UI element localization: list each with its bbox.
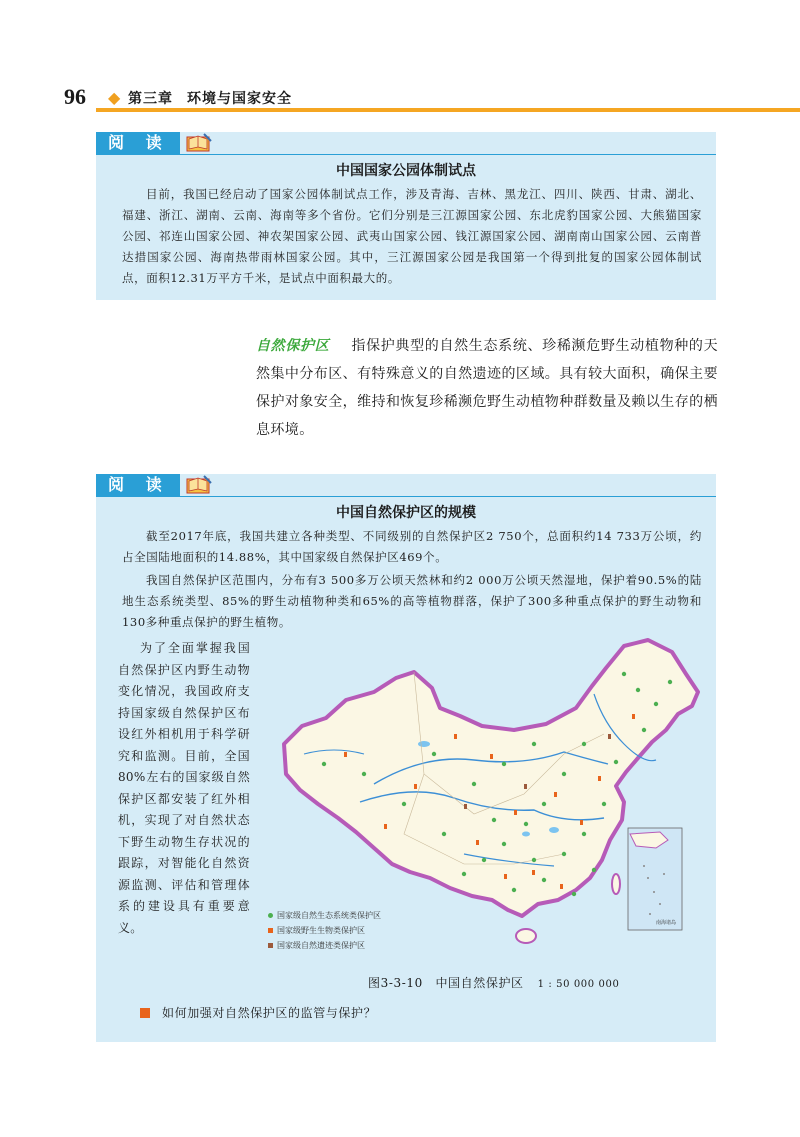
reading-tab: 阅 读 [96,474,180,496]
diamond-icon: ◆ [108,88,121,107]
page-number: 96 [64,84,86,109]
hainan-island [516,929,536,943]
legend-item-ecosystem: 国家级自然生态系统类保护区 [268,908,381,923]
definition-term: 自然保护区 [256,338,330,354]
figure-caption [368,974,619,991]
book-icon [186,133,212,153]
map-legend [268,908,381,953]
reading-box-national-parks [96,132,716,300]
header-rule [96,108,800,112]
brown-marker-icon [268,943,273,948]
reading-title: 中国国家公园体制试点 [336,163,476,179]
tab-rule [96,154,716,155]
definition-text: 指保护典型的自然生态系统、珍稀濒危野生动植物种的天然集中分布区、有特殊意义的自然遗迹的区域。具有较大面积，确保主要保护对象安全，维持和恢复珍稀濒危野生动植物种群数量及赖以生存的栖息环境。 [256,338,719,438]
reading-tab: 阅 读 [96,132,180,154]
taiwan-island [612,874,620,894]
question-square-icon [140,1008,150,1018]
reading-box-nature-reserves [96,474,716,1042]
page-header [0,78,800,112]
inset-label: 南海诸岛 [655,920,677,926]
tab-rule [96,496,716,497]
reading-body: 目前，我国已经启动了国家公园体制试点工作，涉及青海、吉林、黑龙江、四川、陕西、甘肃、湖北、福建、浙江、湖南、云南、海南等多个省份。它们分别是三江源国家公园、东北虎豹国家公园、大熊猫国家公园、祁连山国家公园、神农架国家公园、武夷山国家公园、钱江源国家公园、湖南南山国家公园、云南普达措国家公园、海南热带雨林国家公园。其中，三江源国家公园是我国第一个得到批复的国家公园体制试点，面积12.31万平方千米，是试点中面积最大的。 [122,187,702,285]
chapter-title: 环境与国家安全 [187,91,292,107]
orange-marker-icon [268,928,273,933]
lake [522,832,530,837]
chapter-heading [128,88,306,108]
reading-paragraph-1: 截至2017年底，我国共建立各种类型、不同级别的自然保护区2 750个，总面积约14 733万公顷，约占全国陆地面积的14.88%，其中国家级自然保护区469个。 [122,529,702,564]
map-scale: 1 : 50 000 000 [537,979,620,990]
reading-title: 中国自然保护区的规模 [336,505,476,521]
chapter-number: 第三章 [128,91,173,107]
lake [549,827,559,833]
green-dot-icon [268,913,273,918]
figure-title: 图3-3-10 中国自然保护区 [368,976,524,990]
legend-item-geological: 国家级自然遗迹类保护区 [268,938,381,953]
reading-paragraph-3: 为了全面掌握我国自然保护区内野生动物变化情况，我国政府支持国家级自然保护区布设红外相机用于科学研究和监测。目前，全国80%左右的国家级自然保护区都安装了红外相机，实现了对自然状态下野生动物生存状况的跟踪，对智能化自然资源监测、评估和管理体系的建设具有重要意义。 [118,641,250,935]
discussion-question: 如何加强对自然保护区的监管与保护？ [140,1004,376,1021]
reading-paragraph-2: 我国自然保护区范围内，分布有3 500多万公顷天然林和约2 000万公顷天然湿地，保护着90.5%的陆地生态系统类型、85%的野生动植物种类和65%的高等植物群落，保护了300多种重点保护的野生动物和130多种重点保护的野生植物。 [122,573,702,629]
book-icon [186,475,212,495]
definition-paragraph [256,332,718,444]
lake [418,741,430,747]
legend-item-wildlife: 国家级野生生物类保护区 [268,923,381,938]
